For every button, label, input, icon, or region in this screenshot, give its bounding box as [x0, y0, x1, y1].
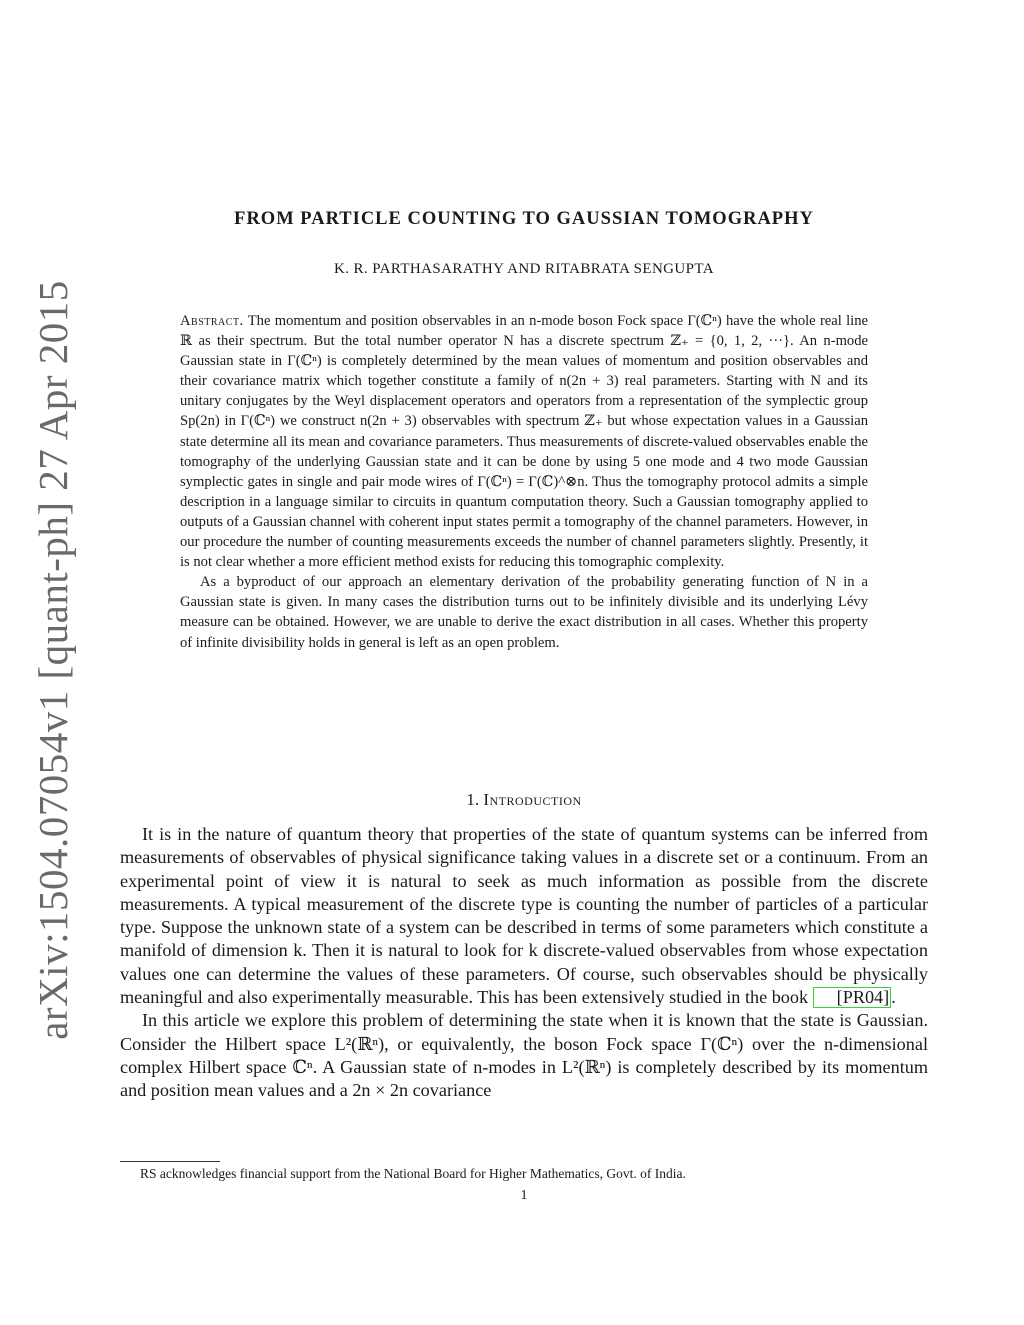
abstract-text-1: The momentum and position observables in an n-mode boson Fock space Γ(ℂⁿ) have the whole real line ℝ as their spectrum. But the total number operator N has a discrete spectrum ℤ₊ = {0, 1, 2, ···}. An n-mode Gaussian state in Γ(ℂⁿ) is completely determined by the mean values of momentum and position observables and their covariance matrix which together constitute a family of n(2n + 3) real parameters. Starting with N and its unitary conjugates by the Weyl displacement operators and operators from a representation of the symplectic group Sp(2n) in Γ(ℂⁿ) we construct n(2n + 3) observables with spectrum ℤ₊ but whose expectation values in a Gaussian state determine all its mean and covariance parameters. Thus measurements of discrete-valued observables enable the tomography of the underlying Gaussian state and it can be done by using 5 one mode and 4 two mode Gaussian symplectic gates in single and pair mode wires of Γ(ℂⁿ) = Γ(ℂ)^⊗n. Thus the tomography protocol admits a simple description in a language similar to circuits in quantum computation theory. Such a Gaussian tomography applied to outputs of a Gaussian channel with coherent input states permit a tomography of the channel parameters. However, in our procedure the number of counting measurements exceeds the number of channel parameters slightly. Presently, it is not clear whether a more efficient method exists for reducing this tomographic complexity. [180, 313, 868, 571]
citation-key: PR04 [842, 987, 884, 1008]
body-paragraph-1-end: . [891, 987, 896, 1008]
arxiv-identifier-stamp: arXiv:1504.07054v1 [quant-ph] 27 Apr 2015 [30, 280, 76, 1040]
paper-title: FROM PARTICLE COUNTING TO GAUSSIAN TOMOGRAPHY [234, 209, 814, 229]
section-title: Introduction [483, 790, 582, 809]
abstract [180, 311, 868, 653]
introduction-body [120, 823, 928, 1103]
section-heading [120, 790, 928, 810]
citation-link[interactable]: [PR04] [813, 987, 892, 1008]
abstract-paragraph-1 [180, 311, 868, 572]
footnote-divider [120, 1161, 220, 1162]
body-paragraph-1-text: It is in the nature of quantum theory that properties of the state of quantum systems can be inferred from measurements of observables of physical significance taking values in a discrete set or a continuum. From an experimental point of view it is natural to seek as much information as possible from the discrete measurements. A typical measurement of the discrete type is counting the number of particles of a particular type. Suppose the unknown state of a system can be described in terms of some parameters which constitute a manifold of dimension k. Then it is natural to look for k discrete-valued observables from whose expectation values one can determine the values of these parameters. Of course, such observables should be physically meaningful and also experimentally measurable. This has been extensively studied in the book [120, 824, 928, 1008]
footnote: RS acknowledges financial support from the National Board for Higher Mathematics, Govt. of India. [140, 1166, 686, 1181]
abstract-label: Abstract. [180, 313, 244, 329]
abstract-paragraph-2: As a byproduct of our approach an elementary derivation of the probability generating function of N in a Gaussian state is given. In many cases the distribution turns out to be infinitely divisible and its underlying Lévy measure can be obtained. However, we are unable to derive the exact distribution in all cases. Whether this property of infinite divisibility holds in general is left as an open problem. [180, 574, 868, 651]
body-paragraph-2: In this article we explore this problem of determining the state when it is known that the state is Gaussian. Consider the Hilbert space L²(ℝⁿ), or equivalently, the boson Fock space Γ(ℂⁿ) over the n-dimensional complex Hilbert space ℂⁿ. A Gaussian state of n-modes in L²(ℝⁿ) is completely described by its momentum and position mean values and a 2n × 2n covariance [120, 1010, 928, 1101]
paper-authors: K. R. PARTHASARATHY AND RITABRATA SENGUPTA [334, 261, 714, 277]
body-paragraph-1 [120, 823, 928, 1009]
section-number: 1. [466, 790, 480, 809]
page-number: 1 [520, 1188, 528, 1203]
